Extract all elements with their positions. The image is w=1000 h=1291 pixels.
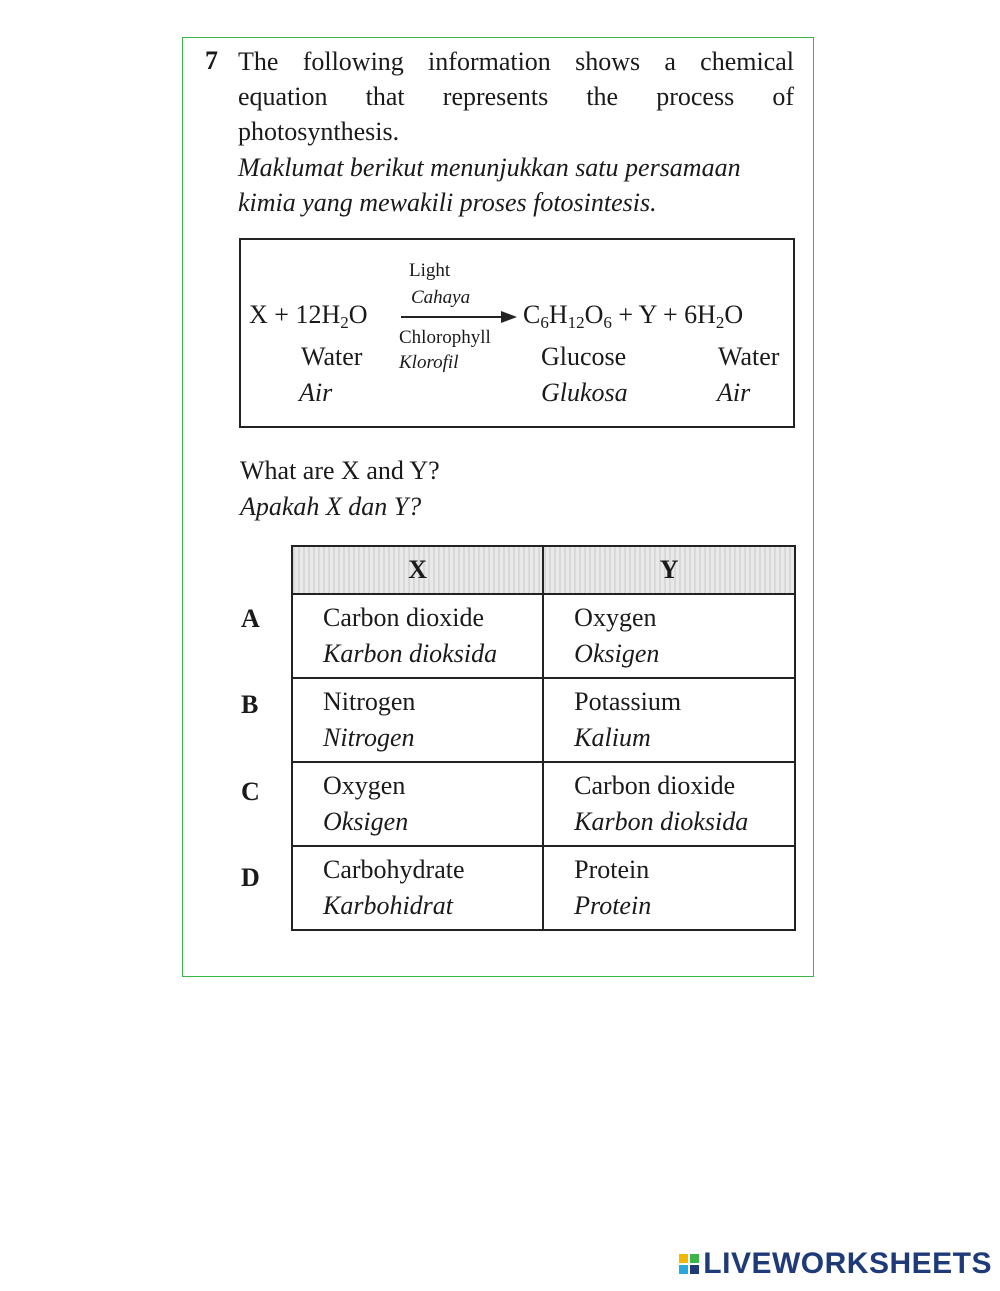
product-water: $6H_2O$: [684, 300, 744, 332]
product-glucose-label-ms: Glukosa: [541, 378, 628, 407]
product-glucose-label-en: Glucose: [541, 342, 627, 371]
intro-english: [238, 44, 794, 149]
option-letter-b[interactable]: B: [241, 690, 259, 719]
option-b-y: Potassium Kalium: [543, 678, 795, 762]
equation-products: [523, 300, 743, 330]
reactant-water: $12H_2O$: [295, 300, 368, 332]
product-glucose: $C_6H_{12}O_6$: [523, 300, 612, 332]
option-letter-c[interactable]: C: [241, 777, 260, 806]
prompt-malay: Apakah X dan Y?: [240, 492, 422, 521]
plus-sign: +: [662, 300, 678, 329]
product-water-label-ms: Air: [717, 378, 751, 407]
condition-light: Light: [409, 260, 451, 281]
reactant-water-label-ms: Air: [299, 378, 333, 407]
option-a-x: Carbon dioxide Karbon dioksida: [292, 594, 543, 678]
reactant-x: X: [249, 300, 268, 329]
option-d-x: Carbohydrate Karbohidrat: [292, 846, 543, 930]
intro-line: equation that represents the process of: [238, 82, 794, 111]
option-c-x: Oxygen Oksigen: [292, 762, 543, 846]
reaction-arrow-icon: [399, 310, 519, 324]
intro-malay: [238, 150, 794, 220]
condition-cahaya: Cahaya: [411, 287, 471, 308]
answer-options-table: [291, 545, 796, 931]
liveworksheets-logo-icon: [679, 1254, 699, 1274]
equation-reactants: [249, 300, 368, 330]
prompt-english: What are X and Y?: [240, 456, 440, 485]
table-row[interactable]: [292, 762, 795, 846]
intro-line: kimia yang mewakili proses fotosintesis.: [238, 188, 657, 217]
question-number: 7: [205, 46, 218, 75]
intro-line: The following information shows a chemical: [238, 47, 794, 76]
option-letter-d[interactable]: D: [241, 863, 260, 892]
option-letter-a[interactable]: A: [241, 604, 260, 633]
product-y: Y: [638, 300, 657, 329]
option-c-y: Carbon dioxide Karbon dioksida: [543, 762, 795, 846]
intro-line: photosynthesis.: [238, 117, 400, 146]
plus-sign: +: [274, 300, 289, 329]
liveworksheets-logo: [679, 1247, 992, 1281]
column-header-x: X: [292, 546, 543, 594]
reactant-water-label-en: Water: [301, 342, 363, 371]
table-row[interactable]: [292, 678, 795, 762]
option-b-x: Nitrogen Nitrogen: [292, 678, 543, 762]
table-row[interactable]: [292, 594, 795, 678]
intro-line: Maklumat berikut menunjukkan satu persamaan: [238, 153, 741, 182]
option-a-y: Oxygen Oksigen: [543, 594, 795, 678]
option-d-y: Protein Protein: [543, 846, 795, 930]
condition-chlorophyll: Chlorophyll: [399, 327, 491, 348]
condition-klorofil: Klorofil: [399, 352, 459, 373]
product-water-label-en: Water: [718, 342, 780, 371]
table-row[interactable]: [292, 846, 795, 930]
column-header-y: Y: [543, 546, 795, 594]
brand-name: LIVEWORKSHEETS: [703, 1247, 992, 1280]
table-header-row: [292, 546, 795, 594]
equation-box: [239, 238, 795, 428]
plus-sign: +: [618, 300, 634, 329]
